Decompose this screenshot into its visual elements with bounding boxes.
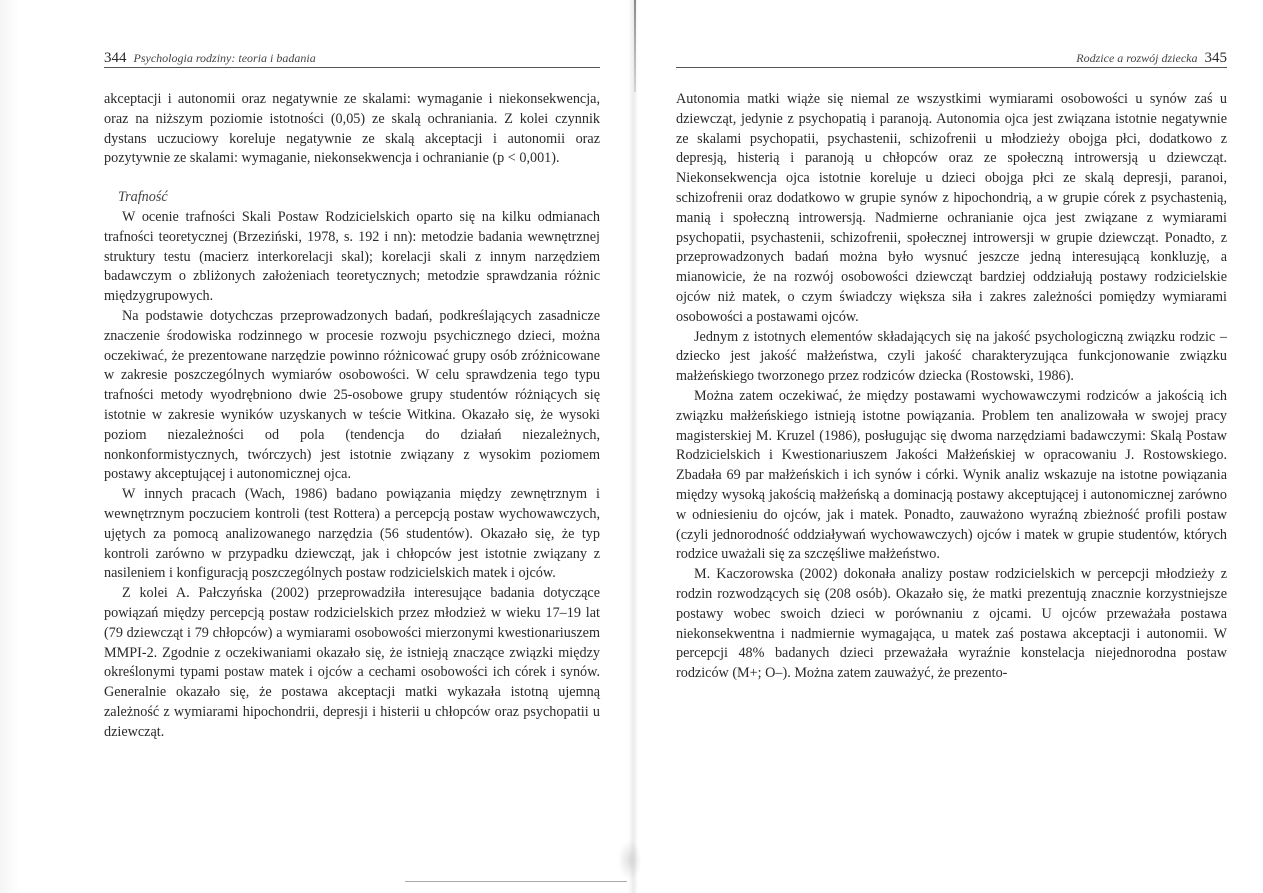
bottom-scan-line: [405, 881, 627, 882]
left-header-rule: [104, 67, 600, 68]
paragraph: W innych pracach (Wach, 1986) badano powiązania między zewnętrznym i wewnętrznym poczuciem kontroli (test Rottera) a percepcją postaw wychowawczych, ujętych za pomocą analizowanego narzędzia (56 studentów). Okazało się, że typ kontroli zarówno w przypadku dziewcząt, jak i chłopców jest istotnie związany z nasileniem i konfiguracją poszczególnych postaw rodzicielskich matek i ojców.: [104, 486, 600, 582]
left-running-header: [104, 50, 316, 67]
right-header-rule: [676, 67, 1227, 68]
left-page-number: 344: [104, 50, 127, 66]
paragraph: Z kolei A. Pałczyńska (2002) przeprowadziła interesujące badania dotyczące powiązań między percepcją postaw rodzicielskich przez młodzież w wieku 17–19 lat (79 dziewcząt i 79 chłopców) a wymiarami osobowości mierzonymi kwestionariuszem MMPI-2. Zgodnie z oczekiwaniami okazało się, że istnieją znaczące związki między określonymi typami postaw matek i ojców a cechami osobowości ich córek i synów. Generalnie okazało się, że postawa akceptacji matki wykazała istotną ujemną zależność z wymiarami hipochondrii, depresji i histerii u chłopców oraz psychopatii u dziewcząt.: [104, 585, 600, 740]
paragraph: M. Kaczorowska (2002) dokonała analizy postaw rodzicielskich w percepcji młodzieży z rodzin rozwodzących się (208 osób). Okazało się, że matki prezentują znacznie korzystniejsze postawy wobec swoich dzieci w porównaniu z ojcami. U ojców przeważała postawa niekonsekwentna i nadmiernie wymagająca, u matek zaś postawa akceptacji i autonomii. W percepcji 48% badanych dzieci przeważała wyraźnie konstelacja niejednorodna postaw rodziców (M+; O–). Można zatem zauważyć, że prezento-: [676, 566, 1227, 682]
right-running-header: [1076, 50, 1227, 67]
paragraph: Na podstawie dotychczas przeprowadzonych badań, podkreślających zasadnicze znaczenie środowiska rodzinnego w procesie rozwoju psychicznego dzieci, można oczekiwać, że prezentowane narzędzie powinno różnicować grupy osób zróżnicowane w zakresie poszczególnych wymiarów osobowości. W celu sprawdzenia tego typu trafności metody wyodrębniono dwie 25-osobowe grupy studentów różniących się istotnie w zakresie wyników uzyskanych w teście Witkina. Okazało się, że wysoki poziom niezależności od pola (tendencja do działań niezależnych, nonkonformistycznych, twórczych) jest istotnie związany z wysokim poziomem postawy akceptującej i autonomicznej ojca.: [104, 307, 600, 483]
paragraph: Autonomia matki wiąże się niemal ze wszystkimi wymiarami osobowości u synów zaś u dziewcząt, jedynie z psychopatią i paranoją. Autonomia ojca jest związana istotnie negatywnie ze skalami psychopatii, psychastenii, schizofrenii u młodzieży obojga płci, dodatkowo z depresją, histerią i paranoją u chłopców oraz ze społeczną introwersją u dziewcząt. Niekonsekwencja ojca istotnie koreluje u dzieci obojga płci ze skalą depresji, paranoi, schizofrenii oraz dodatkowo w grupie synów z hipochondrią, a w grupie córek z psychastenią, manią i społeczną introwersją. Nadmierne ochranianie ojca jest związane z wymiarami psychopatii, psychastenii, schizofrenii, społecznej introwersji w grupie dziewcząt. Ponadto, z przeprowadzonych badań można było wysnuć jeszcze jedną interesującą konkluzję, a mianowicie, że na rozwój osobowości dziewcząt bardziej oddziałują postawy rodzicielskie ojców niż matek, o czym świadczy większa siła i zakres zależności pomiędzy wymiarami osobowości a postawami ojców.: [676, 91, 1227, 325]
section-heading: Trafność: [118, 189, 168, 206]
paragraph: akceptacji i autonomii oraz negatywnie ze skalami: wymaganie i niekonsekwencja, oraz na niższym poziomie istotności (0,05) ze skalą ochraniania. Z kolei czynnik dystans uczuciowy koreluje negatywnie ze skalą akceptacji i autonomii oraz pozytywnie ze skalami: wymaganie, niekonsekwencja i ochranianie (p < 0,001).: [104, 91, 600, 167]
paragraph: W ocenie trafności Skali Postaw Rodzicielskich oparto się na kilku odmianach trafności teoretycznej (Brzeziński, 1978, s. 192 i nn): metodzie badania wewnętrznej struktury testu (macierz interkorelacji skal); korelacji skali z innym narzędziem badawczym o zbliżonych założeniach teoretycznych; metodzie sprawdzania różnic międzygrupowych.: [104, 208, 600, 305]
right-running-title: Rodzice a rozwój dziecka: [1076, 51, 1198, 65]
left-running-title: Psychologia rodziny: teoria i badania: [133, 51, 316, 65]
paragraph: Można zatem oczekiwać, że między postawami wychowawczymi rodziców a jakością ich związku małżeńskiego istnieją istotne powiązania. Problem ten analizowała w swojej pracy magisterskiej M. Kruzel (1986), posługując się dwoma narzędziami badawczymi: Skalą Postaw Rodzicielskich i Kwestionariuszem Jakości Małżeńskiej w opracowaniu J. Rostowskiego. Zbadała 69 par małżeńskich i ich synów i córki. Wynik analiz wskazuje na istotne powiązania między wysoką jakością małżeńską a dominacją postawy akceptującej i autonomicznej zarówno w odniesieniu do ojców, jak i matek. Ponadto, zauważono wyraźną zbieżność profili postaw (czyli jednorodność oddziaływań wychowawczych) ojców i matek w grupie studentów, których rodzice uważali się za szczęśliwe małżeństwo.: [676, 387, 1227, 563]
right-text-column: [676, 90, 1227, 684]
right-page: [632, 0, 1263, 893]
left-text-column: [104, 90, 600, 743]
right-page-number: 345: [1204, 50, 1227, 66]
paragraph: Jednym z istotnych elementów składających się na jakość psychologiczną związku rodzic – dziecko jest jakość małżeństwa, czyli jakość charakteryzująca funkcjonowanie związku małżeńskiego tworzonego przez rodziców dziecka (Rostowski, 1986).: [676, 328, 1227, 385]
